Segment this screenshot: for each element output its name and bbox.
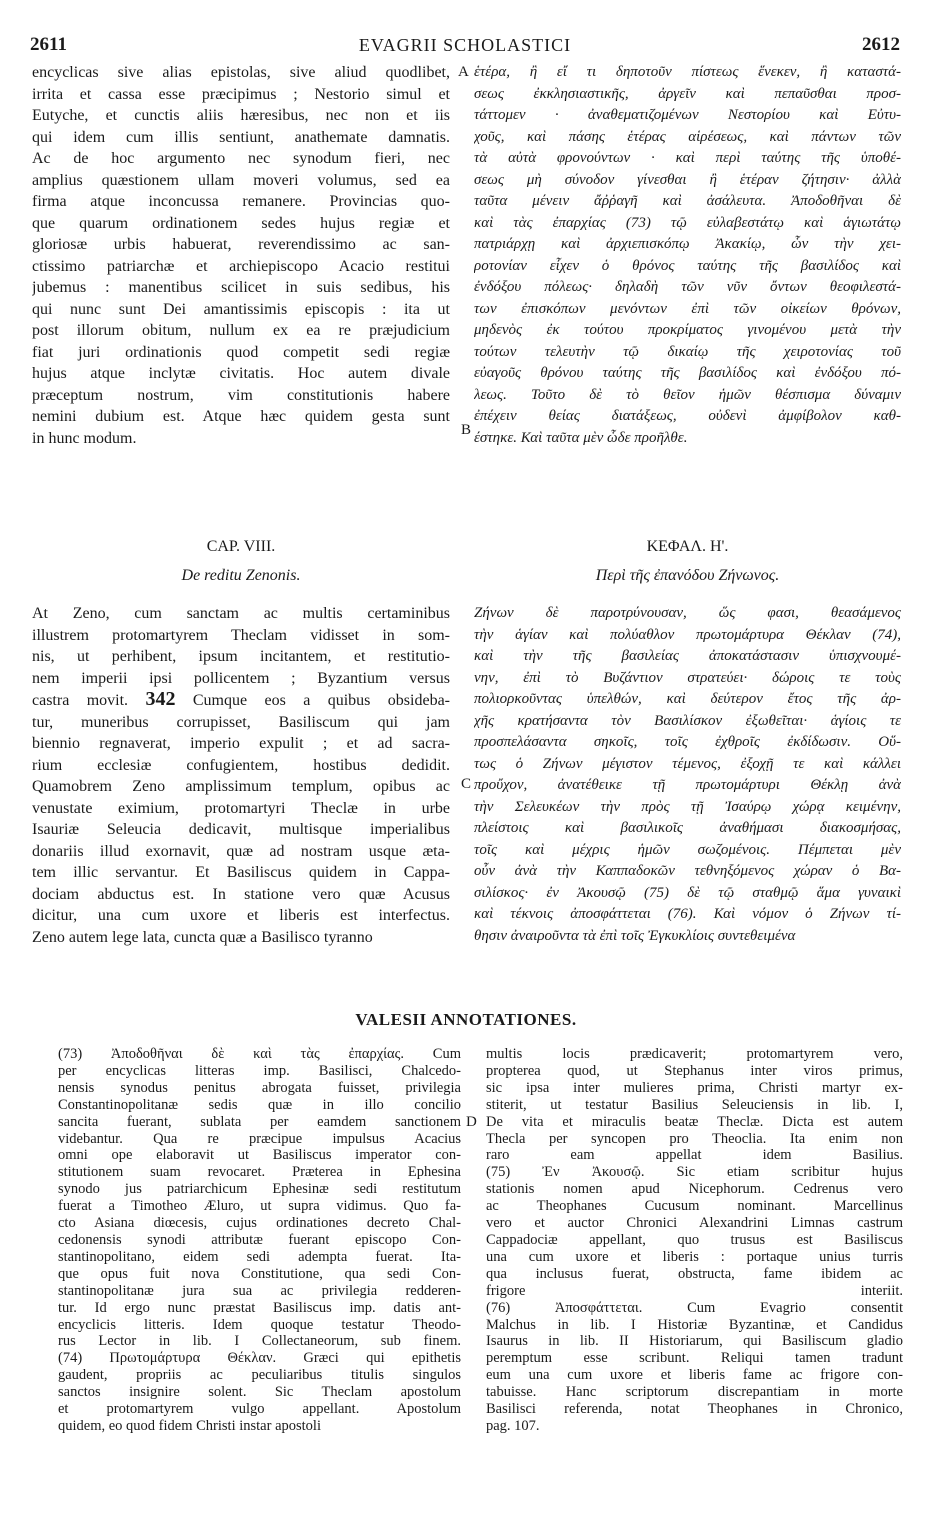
text-line: τὰ αὐτὰ φρονούντων · καὶ περὶ ταύτης τῆς ὑποθέ- [474,150,901,166]
annotation-line: cedonensis synodi attributæ fuerant episcopo Con- [58,1231,461,1248]
annotation-line: eum una cum uxore et liberis fame ac frigore con- [486,1367,903,1384]
annotation-line: Cappadociæ appellant, quo trusus est Basiliscus [486,1231,903,1248]
text-line: encyclicas sive alias epistolas, sive aliud quodlibet, [32,64,450,81]
text-line: καὶ τὴν τῆς βασιλείας ἀποκατάστασιν ὑπισχνουμέ- [474,648,901,664]
text-line: καὶ τὰς ἐπαρχίας (73) τῷ εὐλαβεστάτῳ καὶ ἁγιωτάτῳ [474,214,901,231]
text-line: Zeno autem lege lata, cuncta quæ a Basilisco tyranno [32,928,373,946]
margin-letter-c: C [461,776,472,792]
annotation-line: ac Theophanes Cucusum nominant. Marcellinus [486,1198,903,1215]
annotation-line: rus Lector in lib. I Collectaneorum, sub finem. [58,1333,461,1350]
text-line: que quarum ordinationem sedes hujus regiæ et [32,214,450,232]
annotation-line: stationis nomen apud Nicephorum. Cedrenus vero [486,1181,903,1198]
text-line: προσπελάσαντα σηκοῖς, τοῖς ἐχθροῖς ἐκδίδωσιν. Οὕ- [474,734,901,750]
margin-letter-b: B [461,422,472,438]
text-line: τοῖς καὶ μέχρις ἡμῶν σωζομένοις. Πέμπεται μὲν [474,841,901,858]
annotation-line: stantinopolitanæ jura sua ac privilegia redderen- [58,1282,461,1299]
text-line: τούτων τελευτὴν τῷ δικαίῳ τῆς χειροτονίας τοῦ [474,343,901,360]
annotation-line: sancita fuerant, sublata per eamdem sanctionem [58,1113,461,1130]
text-line: nemini dubium est. Atque hæc quidem gesta sunt [32,408,450,425]
annotation-line: (74) Πρωτομάρτυρα Θέκλαν. Græci qui epithetis [58,1350,461,1367]
annotation-line: cto Asiana diœcesis, cujus ordinationes decreto Chal- [58,1215,461,1232]
text-line: καὶ τέκνοις ἀποσφάττεται (76). Καὶ νόμον ὁ Ζήνων τί- [474,906,901,922]
annotation-line: (76) Ἀποσφάττεται. Cum Evagrio consentit [486,1299,903,1316]
text-line: biennio regnaverat, imperio expulit ; et ad sacra- [32,735,450,752]
annotation-line: una cum uxore et liberis : portaque unius turris [486,1248,903,1265]
chapter-title-greek: Περὶ τῆς ἐπανόδου Ζήνωνος. [595,567,780,584]
annotation-line: (73) Ἀποδοθῆναι δὲ καὶ τὰς ἐπαρχίας. Cum [58,1046,461,1062]
text-line: donariis illud exornavit, quæ ad nostram usque æta- [32,842,450,860]
text-line: Ac de hoc argumento nec synodum fieri, nec [32,150,450,167]
margin-letter-a: A [458,64,469,80]
annotation-line: vero et auctor Chronici Alexandrini Limnas castrum [486,1215,903,1232]
text-fragment: castra movit. [32,692,129,709]
text-line: νην, ἐπὶ τὸ Βυζάντιον στρατεύει· δώροις τε τοὺς [474,669,901,686]
annotations-left-column [58,1046,461,1435]
annotation-line: fuerat a Timotheo Æluro, ut supra vidimus. Quo fa- [58,1198,461,1215]
text-fragment: Cumque eos a quibus obsideba- [192,692,450,709]
annotation-line: tabuisse. Hanc scriptorum discrepantiam in morte [486,1384,903,1401]
text-line: ταῦτα μένειν ἄῤῥαγῆ καὶ ἀσάλευτα. Ἀποδοθῆναι δὲ [474,193,901,209]
text-line: των ἐπισκόπων μενόντων ἐπὶ τῶν οἰκείων θρόνων, [474,300,901,317]
text-line [32,689,450,712]
annotation-line: Isaurus in lib. II Historiarum, qui Basiliscum gladio [486,1333,903,1350]
text-line: Ζήνων δὲ παροτρύνουσαν, ὥς φασι, θεασάμενος [474,605,901,621]
text-line: σεως μὴ σύνοδον γίνεσθαι ἢ ἑτέραν ζήτησιν· ἀλλὰ [474,171,901,188]
annotations-heading: VALESII ANNOTATIONES. [355,1010,577,1029]
annotation-line: sic ipsa inter mulieres prima, Christi martyr ex- [486,1079,903,1096]
annotation-line: nensis synodus penitus abrogata fuisset, privilegia [58,1079,461,1096]
text-line: πολιορκοῦντας ὑπελθών, καὶ δεύτερον ἔτος τῆς ἀρ- [474,691,901,707]
annotation-line: Malchus in lib. I Historiæ Byzantinæ, et Candidus [486,1316,903,1333]
chapter-number-latin: CAP. VIII. [206,538,276,555]
text-line: χοῦς, καὶ πάσης ἑτέρας αἱρέσεως, καὶ πάντων τῶν [474,128,901,145]
text-line: dociam abductus est. In statione vero quæ Acusus [32,885,450,903]
annotation-line: De vita et miraculis beatæ Theclæ. Dicta est autem [486,1113,903,1130]
text-line: firma atque inconcussa remanere. Provincias quo- [32,193,450,210]
text-line: τως ὁ Ζήνων μέγιστον τέμενος, ἐξοχῇ τε καὶ κάλλει [474,755,901,772]
greek-text-top [474,62,901,449]
text-line: Isauriæ Seleucia dedicavit, multisque imperialibus [32,821,450,838]
annotation-line: per encyclicas litteras imp. Basilisci, Chalcedo- [58,1062,461,1079]
annotation-line: pag. 107. [486,1417,540,1434]
annotation-line: et protomartyrem vulgo appellant. Apostolum [58,1401,461,1418]
text-line: nis, ut perhibent, ipsum incitantem, et restitutio- [32,648,450,665]
latin-text-top [32,62,450,449]
running-title: EVAGRII SCHOLASTICI [358,35,572,55]
text-line: μηδενὸς ἐκ τούτου προκρίματος γινομένου μετὰ τὴν [474,322,901,338]
text-line: amplius quæstionem ullam moveri volumus, sed ea [32,171,450,189]
text-line: τὴν Σελευκέων τὴν πρὸς τῇ Ἰσαύρῳ χώρᾳ κειμένην, [474,798,901,815]
annotation-line: sanctos insignire solent. Sic Theclam apostolum [58,1384,461,1401]
text-line: τὴν ἁγίαν καὶ πολύαθλον πρωτομάρτυρα Θέκλαν (74), [474,626,901,643]
text-line: præceptum nostrum, vim constitutionis habere [32,386,450,404]
text-line: ἑτέρα, ἢ εἴ τι δηποτοῦν πίστεως ἕνεκεν, ἢ καταστά- [474,64,901,80]
margin-letter-d: D [466,1114,477,1130]
annotation-line: omni ope elaboravit ut Basiliscus imperator con- [58,1147,461,1164]
annotation-line: Thecla per syncopen pro Theoclia. Ita enim non [486,1130,903,1147]
annotation-line: multis locis prædicaverit; protomartyrem vero, [486,1046,903,1062]
annotation-line: stiterit, ut testatur Basilius Seleuciensis in lib. I, [486,1096,903,1113]
annotation-line: peremptum esse scribunt. Reliqui tamen tradunt [486,1350,903,1367]
latin-text-chapter [32,603,450,948]
text-line: ἐπέχειν θείας διατάξεως, οὐδενὶ ἀμφίβολον καθ- [474,408,901,424]
annotation-line: synodo jus patriarchicum Ephesinæ sedi restitutum [58,1181,461,1198]
annotation-line: raro eam appellat idem Basilius. [486,1147,903,1164]
text-line: ροτονίαν εἶχεν ὁ θρόνος ταύτης τῆς βασιλίδος καὶ [474,257,901,274]
text-line: προὔχον, ἀνατέθεικε τῇ πρωτομάρτυρι Θέκλῃ ἀνὰ [474,777,901,793]
annotation-line: Constantinopolitanæ sedis quæ in illo concilio [58,1096,461,1113]
text-line: nem imperii ipsi pollicentem ; Byzantium versus [32,669,450,687]
text-line: hujus atque inclytæ civitatis. Hoc autem divale [32,365,450,382]
text-line: λεως. Τοῦτο δὲ τὸ θεῖον ἡμῶν θέσπισμα δύναμιν [474,386,901,403]
text-line: σιλίσκος· ἐν Ἀκουσῷ (75) δὲ τῷ σταθμῷ ἅμα γυναικὶ [474,884,901,901]
annotations-right-column [486,1046,903,1435]
text-line: illustrem protomartyrem Theclam vidisset in som- [32,626,450,644]
page-number-right: 2612 [862,34,900,55]
text-line: εὐαγοῦς θρόνου ταύτης τῆς βασιλίδος καὶ ἐνδόξου πό- [474,365,901,381]
text-line: χῆς κρατήσαντα τὸν Βασιλίσκον ἐξωθεῖται· ἁγίοις τε [474,712,901,729]
text-line: venustate eximium, protomartyri Theclæ in urbe [32,799,450,817]
annotation-line: qua inclusus fuerat, obstructa, fame ibidem ac [486,1265,903,1282]
text-line: ἐνδόξου πόλεως· δηλαδὴ τῶν νῦν ὄντων θεοφιλεστά- [474,279,901,295]
text-line: πλείστοις καὶ βασιλικοῖς ἀναθήμασι διακοσμήσας, [474,820,901,836]
text-line: irrita et cassa esse præcipimus ; Nestorio simul et [32,85,450,103]
text-line: ctissimo patriarchæ et archiepiscopo Acacio restitui [32,257,450,275]
text-line: dicitur, una cum uxore et liberis est interfectus. [32,907,450,924]
annotation-line: propterea quod, ut Stephanus inter viros primus, [486,1062,903,1079]
column-number: 342 [145,689,176,710]
annotation-line: stitutionem suam revocaret. Præterea in Ephesina [58,1164,461,1181]
text-line: fiat juri ordinationis quod competit sedi regiæ [32,343,450,361]
annotation-line: frigore interiit. [486,1282,903,1299]
text-line: post illorum obitum, nullum ex ea re præjudicium [32,322,450,339]
text-line: rium ecclesiæ confugientem, hostibus dedidit. [32,756,450,774]
annotation-line: encyclicis litteris. Idem quoque testatur Theodo- [58,1316,461,1333]
text-line: tur, muneribus corrupisset, Basiliscum qui jam [32,713,450,731]
annotation-line: (75) Ἐν Ἀκουσῷ. Sic etiam scribitur hujus [486,1164,903,1181]
text-line: in hunc modum. [32,429,137,447]
text-line: qui nunc sunt Dei amantissimis episcopis : ita ut [32,300,450,318]
greek-text-chapter [474,603,901,947]
annotation-line: Basilisci referenda, notat Theophanes in Chronico, [486,1401,903,1418]
text-line: τάττομεν · ἀναθεματιζομένων Νεστορίου καὶ Εὐτυ- [474,107,901,123]
text-line: At Zeno, cum sanctam ac multis certaminibus [32,605,450,622]
annotation-line: videbantur. Qua re præcipue impulsus Acacius [58,1130,461,1147]
text-line: gloriosæ urbis habuerat, reverendissimo ac san- [32,236,450,253]
text-line: πατριάρχῃ καὶ ἀρχιεπισκόπῳ Ἀκακίῳ, ὧν τὴν χει- [474,236,901,252]
running-head [30,34,900,56]
page-number-left: 2611 [30,34,67,55]
annotation-line: que opus fuit nova Constitutione, qua sedi Con- [58,1265,461,1282]
text-line: σεως ἐκκλησιαστικῆς, ἀργεῖν καὶ πεπαῦσθαι προσ- [474,85,901,102]
annotation-line: stantinopolitano, eidem sedi adempta fuerat. Ita- [58,1248,461,1265]
chapter-title-latin: De reditu Zenonis. [181,567,301,584]
text-line: tem illic servantur. Et Basiliscus quidem in Cappa- [32,864,450,881]
annotation-line: gaudent, propriis ac peculiaribus titulis singulos [58,1367,461,1384]
text-line: qui idem cum illis sentiunt, anathemate damnatis. [32,128,450,146]
text-line: οὖν ἀνὰ τὴν Καππαδοκῶν τεθνηξόμενος χώραν ὁ Βα- [474,863,901,879]
chapter-number-greek: ΚΕΦΑΛ. Η'. [646,538,729,555]
annotation-line: tur. Id ergo nunc præstat Basiliscus imp. datis ant- [58,1299,461,1316]
text-line: Quamobrem Zeno amplissimum templum, opibus ac [32,778,450,795]
text-line: θησιν ἀναιροῦντα τὰ ἐπὶ τοῖς Ἐγκυκλίοις συντεθειμένα [474,927,796,944]
annotation-line: quidem, eo quod fidem Christi instar apostoli [58,1417,321,1434]
text-line: Eutyche, et cunctis aliis hæresibus, nec non et iis [32,107,450,124]
text-line: jubemus : manentibus scilicet in suis sedibus, his [32,279,450,296]
text-line: έστηκε. Καὶ ταῦτα μὲν ὧδε προῆλθε. [474,429,688,446]
